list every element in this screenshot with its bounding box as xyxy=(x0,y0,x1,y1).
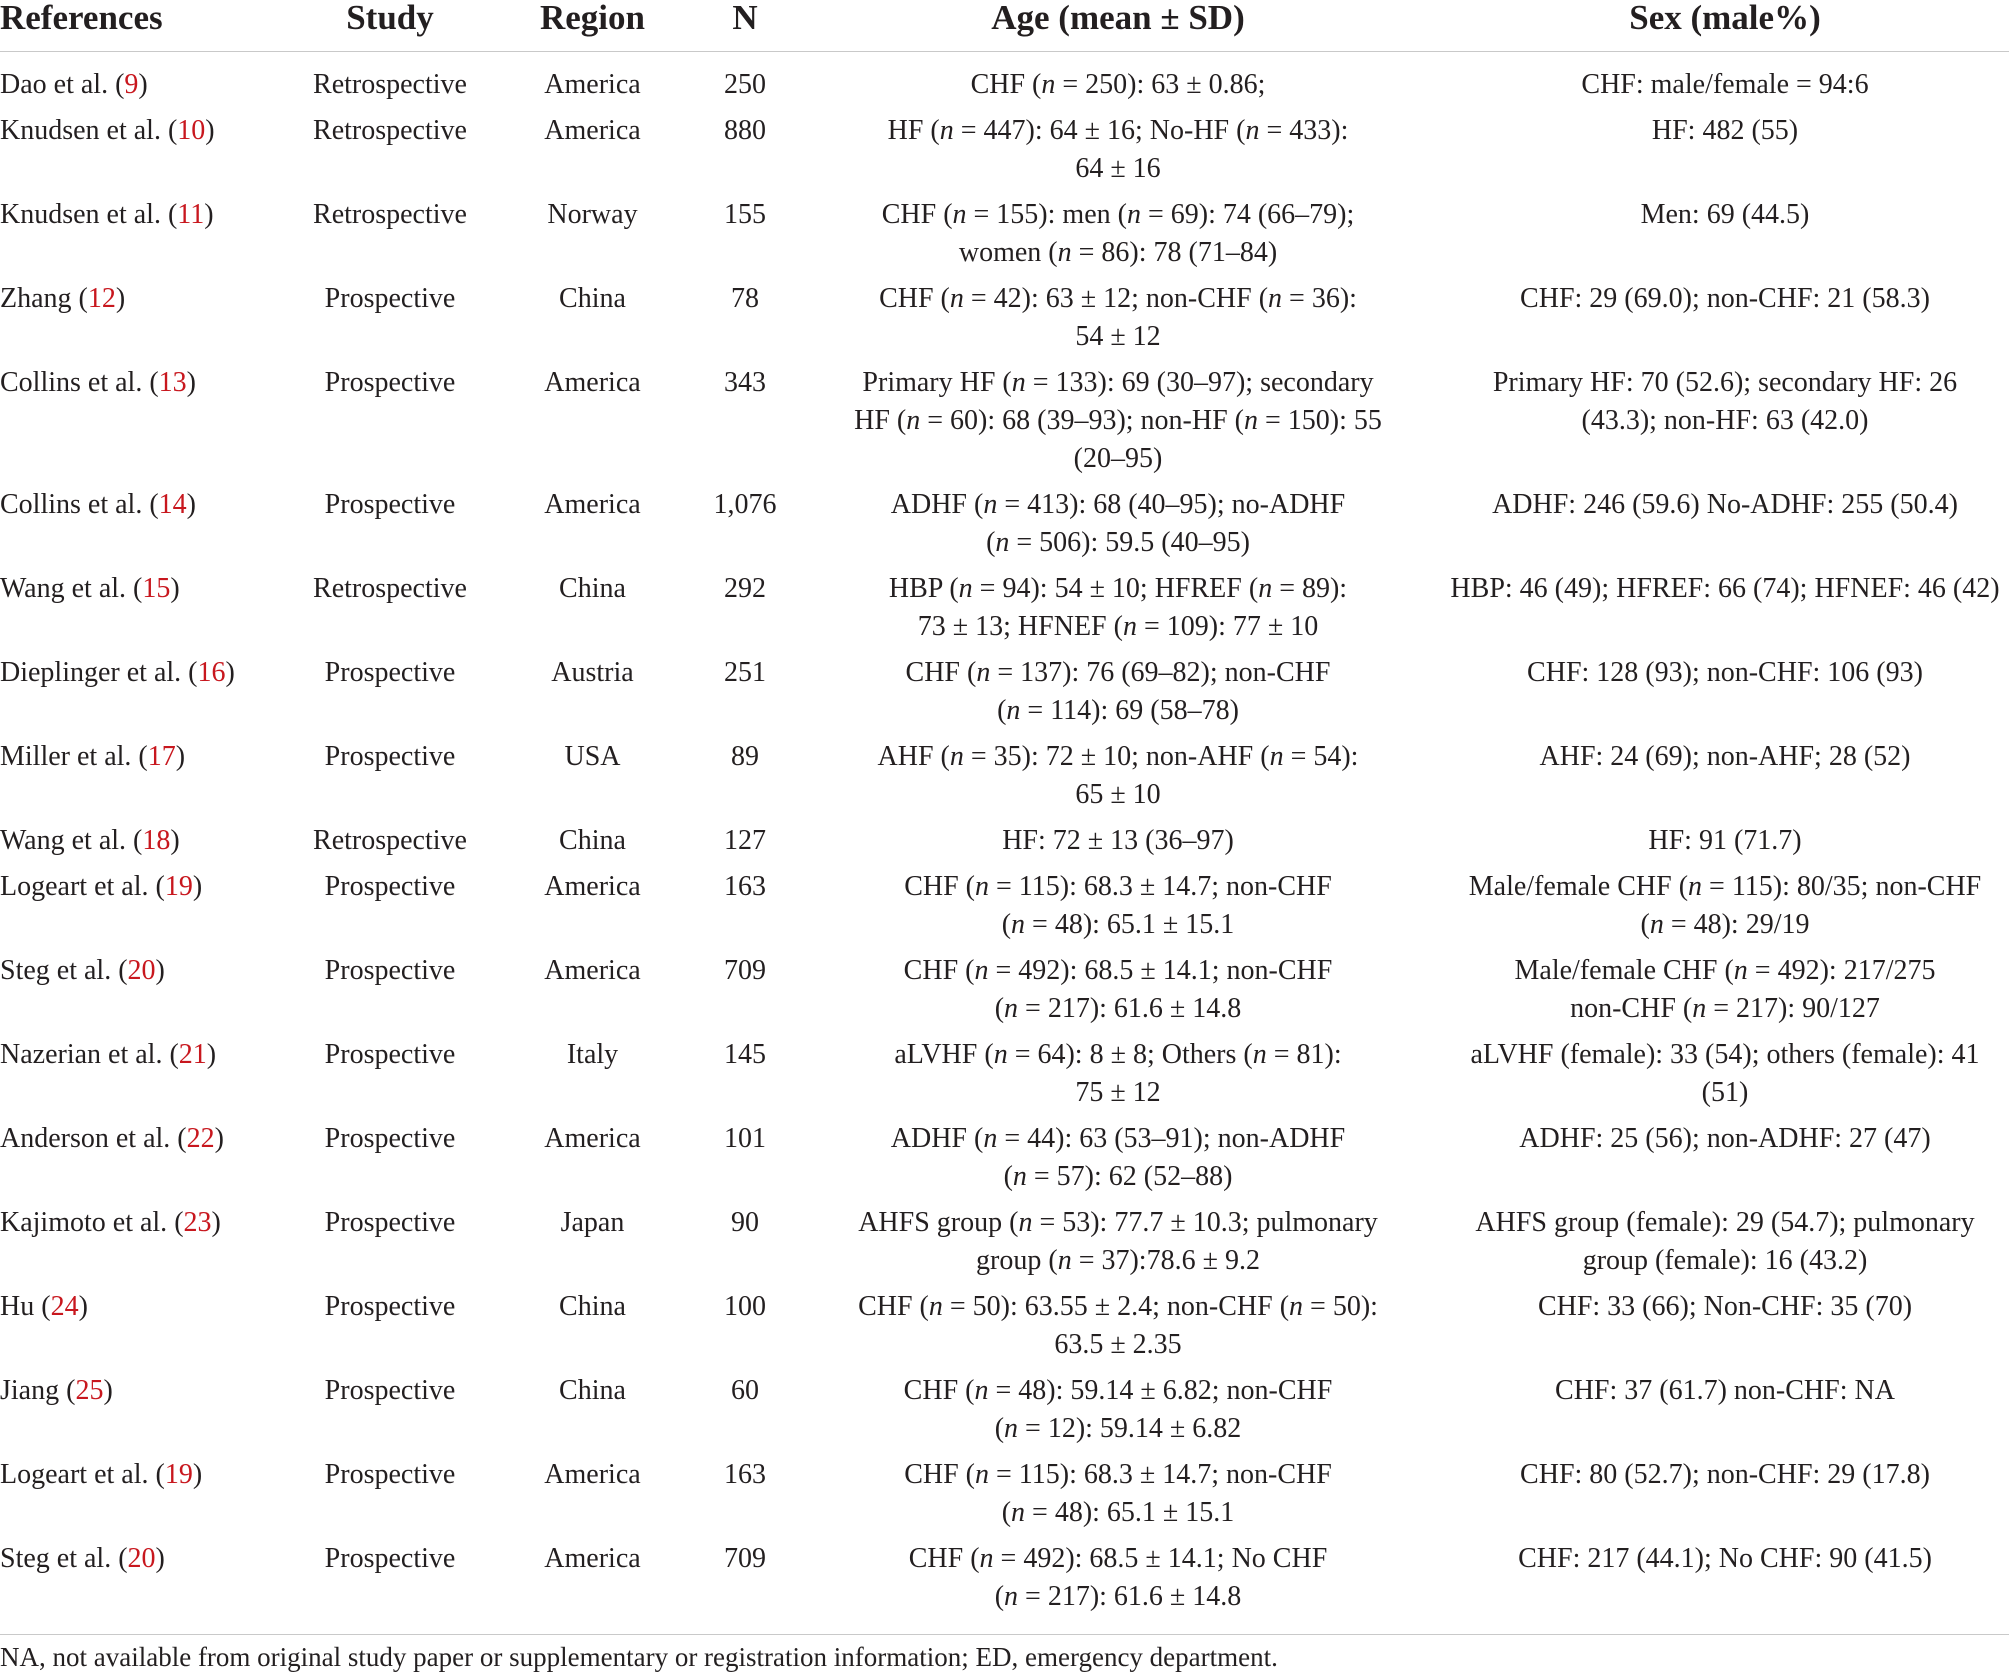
table-row xyxy=(0,738,2009,814)
table-row xyxy=(0,280,2009,356)
cell-line: CHF (n = 250): 63 ± 0.86; xyxy=(970,69,1266,100)
reference-cell: Hu (24) xyxy=(0,1291,88,1322)
n-cell: 163 xyxy=(724,871,766,902)
cell-line: (n = 506): 59.5 (40–95) xyxy=(986,527,1250,558)
cell-line: Men: 69 (44.5) xyxy=(1640,199,1810,230)
age-cell xyxy=(828,280,1408,356)
sex-cell xyxy=(1440,1288,2009,1326)
reference-link[interactable]: 20 xyxy=(127,955,156,986)
reference-cell: Collins et al. (13) xyxy=(0,367,196,398)
study-cell: Retrospective xyxy=(313,69,467,100)
reference-cell: Wang et al. (15) xyxy=(0,573,180,604)
age-cell xyxy=(828,1288,1408,1364)
sex-cell xyxy=(1440,738,2009,776)
cell-line: 64 ± 16 xyxy=(1075,153,1161,184)
study-cell: Prospective xyxy=(324,1123,456,1154)
header-region: Region xyxy=(540,0,645,37)
cell-line: women (n = 86): 78 (71–84) xyxy=(958,237,1278,268)
reference-link[interactable]: 25 xyxy=(75,1375,104,1406)
reference-name: Dieplinger et al. xyxy=(0,657,182,688)
cell-line: ADHF: 25 (56); non-ADHF: 27 (47) xyxy=(1519,1123,1931,1154)
reference-cell: Knudsen et al. (11) xyxy=(0,199,214,230)
reference-cell: Nazerian et al. (21) xyxy=(0,1039,217,1070)
n-cell: 292 xyxy=(724,573,766,604)
n-cell: 155 xyxy=(724,199,766,230)
age-cell xyxy=(828,1456,1408,1532)
reference-cell: Collins et al. (14) xyxy=(0,489,196,520)
n-cell: 78 xyxy=(731,283,759,314)
cell-line: Primary HF: 70 (52.6); secondary HF: 26 xyxy=(1492,367,1958,398)
table-row xyxy=(0,822,2009,860)
cell-line: aLVHF (n = 64): 8 ± 8; Others (n = 81): xyxy=(894,1039,1342,1070)
cell-line: (n = 48): 65.1 ± 15.1 xyxy=(1001,909,1235,940)
cell-line: 54 ± 12 xyxy=(1075,321,1161,352)
cell-line: AHFS group (n = 53): 77.7 ± 10.3; pulmonary xyxy=(858,1207,1378,1238)
study-cell: Retrospective xyxy=(313,199,467,230)
cell-line: (n = 217): 61.6 ± 14.8 xyxy=(994,1581,1242,1612)
table-row xyxy=(0,112,2009,188)
region-cell: China xyxy=(559,1375,626,1406)
n-cell: 90 xyxy=(731,1207,759,1238)
n-cell: 60 xyxy=(731,1375,759,1406)
age-cell xyxy=(828,654,1408,730)
region-cell: Austria xyxy=(551,657,634,688)
sex-cell xyxy=(1440,822,2009,860)
n-cell: 251 xyxy=(724,657,766,688)
sex-cell xyxy=(1440,654,2009,692)
reference-name: Hu xyxy=(0,1291,35,1322)
header-study: Study xyxy=(346,0,434,37)
reference-link[interactable]: 14 xyxy=(158,489,187,520)
n-cell: 250 xyxy=(724,69,766,100)
reference-name: Nazerian et al. xyxy=(0,1039,163,1070)
reference-cell: Knudsen et al. (10) xyxy=(0,115,215,146)
reference-name: Wang et al. xyxy=(0,825,127,856)
age-cell xyxy=(828,1372,1408,1448)
reference-link[interactable]: 22 xyxy=(186,1123,215,1154)
region-cell: China xyxy=(559,573,626,604)
reference-link[interactable]: 19 xyxy=(164,871,193,902)
region-cell: China xyxy=(559,825,626,856)
table-row xyxy=(0,654,2009,730)
sex-cell xyxy=(1440,1540,2009,1578)
study-cell: Retrospective xyxy=(313,825,467,856)
table-row xyxy=(0,1372,2009,1448)
table-row xyxy=(0,570,2009,646)
cell-line: (n = 114): 69 (58–78) xyxy=(997,695,1239,726)
cell-line: 73 ± 13; HFNEF (n = 109): 77 ± 10 xyxy=(917,611,1319,642)
reference-cell: Steg et al. (20) xyxy=(0,1543,165,1574)
reference-cell: Jiang (25) xyxy=(0,1375,113,1406)
reference-link[interactable]: 13 xyxy=(158,367,187,398)
study-cell: Prospective xyxy=(324,489,456,520)
study-cell: Prospective xyxy=(324,1375,456,1406)
cell-line: CHF: 33 (66); Non-CHF: 35 (70) xyxy=(1537,1291,1913,1322)
reference-cell: Wang et al. (18) xyxy=(0,825,180,856)
reference-cell: Zhang (12) xyxy=(0,283,126,314)
reference-cell: Dieplinger et al. (16) xyxy=(0,657,235,688)
study-cell: Prospective xyxy=(324,283,456,314)
cell-line: ADHF (n = 413): 68 (40–95); no-ADHF xyxy=(890,489,1346,520)
cell-line: CHF: 80 (52.7); non-CHF: 29 (17.8) xyxy=(1520,1459,1930,1490)
region-cell: Norway xyxy=(547,199,638,230)
cell-line: CHF (n = 115): 68.3 ± 14.7; non-CHF xyxy=(904,1459,1332,1490)
n-cell: 709 xyxy=(724,955,766,986)
cell-line: CHF (n = 48): 59.14 ± 6.82; non-CHF xyxy=(903,1375,1333,1406)
reference-name: Knudsen et al. xyxy=(0,115,161,146)
sex-cell xyxy=(1440,868,2009,944)
cell-line: ADHF (n = 44): 63 (53–91); non-ADHF xyxy=(890,1123,1346,1154)
n-cell: 127 xyxy=(724,825,766,856)
sex-cell xyxy=(1440,196,2009,234)
reference-link[interactable]: 17 xyxy=(147,741,176,772)
cell-line: (n = 57): 62 (52–88) xyxy=(1003,1161,1233,1192)
study-cell: Prospective xyxy=(324,657,456,688)
n-cell: 145 xyxy=(724,1039,766,1070)
age-cell xyxy=(828,486,1408,562)
sex-cell xyxy=(1440,364,2009,440)
n-cell: 1,076 xyxy=(713,489,777,520)
study-cell: Prospective xyxy=(324,1207,456,1238)
cell-line: group (n = 37):78.6 ± 9.2 xyxy=(976,1245,1260,1276)
reference-cell: Logeart et al. (19) xyxy=(0,871,203,902)
sex-cell xyxy=(1440,280,2009,318)
cell-line: (43.3); non-HF: 63 (42.0) xyxy=(1581,405,1869,436)
cell-line: HF: 72 ± 13 (36–97) xyxy=(1002,825,1234,856)
cell-line: (n = 48): 65.1 ± 15.1 xyxy=(1001,1497,1235,1528)
reference-cell: Steg et al. (20) xyxy=(0,955,165,986)
reference-cell: Logeart et al. (19) xyxy=(0,1459,203,1490)
region-cell: China xyxy=(559,1291,626,1322)
reference-name: Kajimoto et al. xyxy=(0,1207,168,1238)
age-cell xyxy=(828,364,1408,478)
cell-line: HF (n = 60): 68 (39–93); non-HF (n = 150): 55 xyxy=(854,405,1382,436)
cell-line: (n = 217): 61.6 ± 14.8 xyxy=(994,993,1242,1024)
reference-name: Steg et al. xyxy=(0,955,112,986)
cell-line: Male/female CHF (n = 115): 80/35; non-CHF xyxy=(1468,871,1982,902)
header-n: N xyxy=(732,0,758,37)
reference-cell: Dao et al. (9) xyxy=(0,69,148,100)
age-cell xyxy=(828,112,1408,188)
region-cell: Italy xyxy=(566,1039,619,1070)
reference-name: Collins et al. xyxy=(0,367,143,398)
sex-cell xyxy=(1440,1120,2009,1158)
table-row xyxy=(0,1036,2009,1112)
cell-line: HF: 482 (55) xyxy=(1651,115,1799,146)
age-cell xyxy=(828,868,1408,944)
cell-line: CHF: 128 (93); non-CHF: 106 (93) xyxy=(1527,657,1923,688)
cell-line: HBP: 46 (49); HFREF: 66 (74); HFNEF: 46 (42) xyxy=(1450,573,2000,604)
cell-line: (n = 12): 59.14 ± 6.82 xyxy=(994,1413,1242,1444)
age-cell xyxy=(828,196,1408,272)
table-row xyxy=(0,1204,2009,1280)
reference-name: Knudsen et al. xyxy=(0,199,161,230)
n-cell: 101 xyxy=(724,1123,766,1154)
region-cell: America xyxy=(544,489,641,520)
study-cell: Prospective xyxy=(324,1039,456,1070)
reference-name: Logeart et al. xyxy=(0,871,149,902)
reference-name: Dao et al. xyxy=(0,69,109,100)
reference-link[interactable]: 9 xyxy=(124,69,139,100)
cell-line: AHF: 24 (69); non-AHF; 28 (52) xyxy=(1539,741,1911,772)
cell-line: CHF (n = 492): 68.5 ± 14.1; non-CHF xyxy=(903,955,1333,986)
n-cell: 89 xyxy=(731,741,759,772)
sex-cell xyxy=(1440,1036,2009,1112)
age-cell xyxy=(828,1036,1408,1112)
study-cell: Retrospective xyxy=(313,115,467,146)
cell-line: Primary HF (n = 133): 69 (30–97); secondary xyxy=(862,367,1374,398)
sex-cell xyxy=(1440,1372,2009,1410)
table-row xyxy=(0,486,2009,562)
reference-link[interactable]: 19 xyxy=(164,1459,193,1490)
age-cell xyxy=(828,1540,1408,1616)
cell-line: CHF: 217 (44.1); No CHF: 90 (41.5) xyxy=(1518,1543,1932,1574)
reference-link[interactable]: 23 xyxy=(183,1207,212,1238)
reference-link[interactable]: 12 xyxy=(87,283,116,314)
reference-link[interactable]: 10 xyxy=(177,115,206,146)
reference-name: Wang et al. xyxy=(0,573,127,604)
sex-cell xyxy=(1440,486,2009,524)
sex-cell xyxy=(1440,1204,2009,1280)
study-cell: Prospective xyxy=(324,955,456,986)
header-sex: Sex (male%) xyxy=(1629,0,1821,37)
region-cell: China xyxy=(559,283,626,314)
reference-link[interactable]: 18 xyxy=(142,825,171,856)
reference-name: Logeart et al. xyxy=(0,1459,149,1490)
table-row xyxy=(0,1288,2009,1364)
cell-line: HF: 91 (71.7) xyxy=(1648,825,1802,856)
cell-line: aLVHF (female): 33 (54); others (female): 41 xyxy=(1470,1039,1980,1070)
cell-line: CHF (n = 137): 76 (69–82); non-CHF xyxy=(905,657,1331,688)
reference-link[interactable]: 24 xyxy=(50,1291,79,1322)
cell-line: (20–95) xyxy=(1073,443,1163,474)
table-header xyxy=(0,0,2009,52)
cell-line: HBP (n = 94): 54 ± 10; HFREF (n = 89): xyxy=(888,573,1348,604)
cell-line: (n = 48): 29/19 xyxy=(1640,909,1810,940)
reference-cell: Miller et al. (17) xyxy=(0,741,186,772)
study-cell: Prospective xyxy=(324,871,456,902)
age-cell xyxy=(828,952,1408,1028)
reference-name: Collins et al. xyxy=(0,489,143,520)
cell-line: CHF: male/female = 94:6 xyxy=(1581,69,1869,100)
table-row xyxy=(0,196,2009,272)
table-row xyxy=(0,1540,2009,1616)
reference-cell: Anderson et al. (22) xyxy=(0,1123,224,1154)
cell-line: 65 ± 10 xyxy=(1075,779,1161,810)
n-cell: 100 xyxy=(724,1291,766,1322)
table-row xyxy=(0,1120,2009,1196)
reference-name: Zhang xyxy=(0,283,72,314)
table-row xyxy=(0,66,2009,104)
study-cell: Prospective xyxy=(324,367,456,398)
age-cell xyxy=(828,822,1408,860)
study-cell: Prospective xyxy=(324,741,456,772)
cell-line: 75 ± 12 xyxy=(1075,1077,1161,1108)
cell-line: CHF: 37 (61.7) non-CHF: NA xyxy=(1555,1375,1895,1406)
study-cell: Retrospective xyxy=(313,573,467,604)
reference-name: Jiang xyxy=(0,1375,60,1406)
footer-divider xyxy=(0,1634,2009,1635)
table-row xyxy=(0,364,2009,478)
region-cell: America xyxy=(544,1459,641,1490)
cell-line: group (female): 16 (43.2) xyxy=(1582,1245,1868,1276)
sex-cell xyxy=(1440,952,2009,1028)
cell-line: CHF (n = 155): men (n = 69): 74 (66–79); xyxy=(881,199,1355,230)
age-cell xyxy=(828,1120,1408,1196)
cell-line: CHF (n = 115): 68.3 ± 14.7; non-CHF xyxy=(904,871,1332,902)
region-cell: America xyxy=(544,1123,641,1154)
region-cell: America xyxy=(544,115,641,146)
n-cell: 709 xyxy=(724,1543,766,1574)
reference-link[interactable]: 21 xyxy=(178,1039,207,1070)
study-cell: Prospective xyxy=(324,1543,456,1574)
region-cell: USA xyxy=(564,741,621,772)
cell-line: Male/female CHF (n = 492): 217/275 xyxy=(1514,955,1936,986)
reference-name: Miller et al. xyxy=(0,741,132,772)
cell-line: CHF (n = 50): 63.55 ± 2.4; non-CHF (n = 50): xyxy=(858,1291,1378,1322)
header-references: References xyxy=(0,0,163,37)
reference-link[interactable]: 20 xyxy=(127,1543,156,1574)
table-footnote: NA, not available from original study paper or supplementary or registration information; ED, emergency department. xyxy=(0,1642,1278,1672)
reference-name: Steg et al. xyxy=(0,1543,112,1574)
sex-cell xyxy=(1440,66,2009,104)
region-cell: America xyxy=(544,69,641,100)
reference-link[interactable]: 16 xyxy=(197,657,226,688)
age-cell xyxy=(828,66,1408,104)
header-age: Age (mean ± SD) xyxy=(991,0,1245,37)
n-cell: 880 xyxy=(724,115,766,146)
region-cell: America xyxy=(544,367,641,398)
cell-line: CHF (n = 42): 63 ± 12; non-CHF (n = 36): xyxy=(879,283,1357,314)
table-row xyxy=(0,952,2009,1028)
region-cell: Japan xyxy=(560,1207,625,1238)
study-cell: Prospective xyxy=(324,1291,456,1322)
cell-line: 63.5 ± 2.35 xyxy=(1054,1329,1182,1360)
n-cell: 163 xyxy=(724,1459,766,1490)
sex-cell xyxy=(1440,1456,2009,1494)
reference-link[interactable]: 11 xyxy=(177,199,205,230)
reference-cell: Kajimoto et al. (23) xyxy=(0,1207,221,1238)
reference-link[interactable]: 15 xyxy=(142,573,171,604)
age-cell xyxy=(828,570,1408,646)
study-cell: Prospective xyxy=(324,1459,456,1490)
region-cell: America xyxy=(544,955,641,986)
sex-cell xyxy=(1440,570,2009,608)
age-cell xyxy=(828,738,1408,814)
region-cell: America xyxy=(544,871,641,902)
cell-line: CHF: 29 (69.0); non-CHF: 21 (58.3) xyxy=(1520,283,1930,314)
table-row xyxy=(0,1456,2009,1532)
sex-cell xyxy=(1440,112,2009,150)
reference-name: Anderson et al. xyxy=(0,1123,171,1154)
cell-line: non-CHF (n = 217): 90/127 xyxy=(1570,993,1880,1024)
cell-line: ADHF: 246 (59.6) No-ADHF: 255 (50.4) xyxy=(1492,489,1958,520)
cell-line: HF (n = 447): 64 ± 16; No-HF (n = 433): xyxy=(887,115,1349,146)
cell-line: CHF (n = 492): 68.5 ± 14.1; No CHF xyxy=(908,1543,1328,1574)
cell-line: AHFS group (female): 29 (54.7); pulmonary xyxy=(1475,1207,1975,1238)
region-cell: America xyxy=(544,1543,641,1574)
table-row xyxy=(0,868,2009,944)
age-cell xyxy=(828,1204,1408,1280)
cell-line: AHF (n = 35): 72 ± 10; non-AHF (n = 54): xyxy=(877,741,1359,772)
n-cell: 343 xyxy=(724,367,766,398)
cell-line: (51) xyxy=(1701,1077,1749,1108)
